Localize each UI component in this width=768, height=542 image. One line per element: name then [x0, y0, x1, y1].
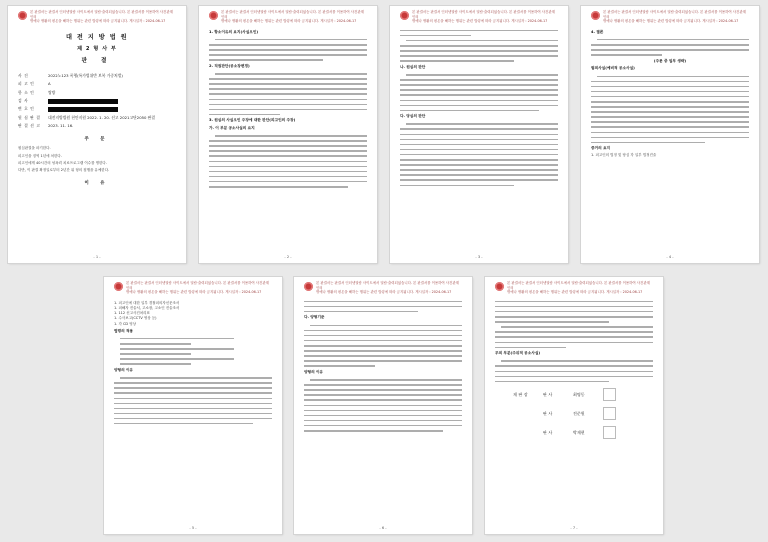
meta-key: 피 고 인 — [18, 81, 35, 87]
center-heading: (주문 중 일부 생략) — [653, 58, 687, 63]
page-header — [591, 10, 749, 24]
court-department: 제 2 형 사 부 — [77, 45, 117, 52]
document-page-3 — [390, 6, 568, 263]
page-header — [18, 10, 176, 24]
page-header — [304, 281, 462, 295]
text-block — [591, 76, 749, 144]
evidence-item: 1. 피고인에 대한 일부 경찰피의자신문조서 — [114, 300, 180, 305]
meta-key: 변 호 인 — [18, 106, 35, 112]
judge-role: 재판장 — [513, 391, 530, 397]
text-block — [304, 379, 462, 431]
header-line-2: 명예나 생활의 평온을 해하는 행위는 관련 법령에 따라 금지됩니다. 게시일자 : 2024-06-17 — [507, 290, 643, 295]
order-line: 피고인에게 40시간의 성폭력 치료프로그램 이수를 명한다. — [18, 161, 107, 165]
meta-value: A — [48, 81, 51, 87]
court-name: 대 전 지 방 법 원 — [65, 33, 129, 41]
evidence-item: 1. 각 CD 영상 — [114, 321, 136, 326]
meta-key: 판 결 선 고 — [18, 123, 41, 129]
page-header — [400, 10, 558, 24]
judge-name: 최명동 — [573, 391, 585, 397]
meta-row — [18, 114, 176, 122]
order-title: 주 문 — [84, 137, 110, 143]
header-line-1: 본 판결서는 판결서 인터넷열람 사이트에서 열람·출력되었습니다. 본 판결서를 이용하여 사건관계인의 — [603, 10, 746, 19]
judge-name: 박재현 — [573, 429, 585, 435]
judgment-title: 판 결 — [81, 57, 113, 64]
text-block — [304, 325, 462, 367]
signature-stamp-box — [603, 407, 616, 420]
text-block — [209, 135, 367, 187]
meta-key: 원 심 판 결 — [18, 114, 41, 120]
header-line-1: 본 판결서는 판결서 인터넷열람 사이트에서 열람·출력되었습니다. 본 판결서를 이용하여 사건관계인의 — [126, 281, 269, 290]
section-heading: 다. 당심의 판단 — [400, 114, 426, 119]
document-page-4 — [581, 6, 759, 263]
meta-row — [18, 97, 176, 105]
court-seal-icon — [18, 11, 27, 20]
header-line-1: 본 판결서는 판결서 인터넷열람 사이트에서 열람·출력되었습니다. 본 판결서를 이용하여 사건관계인의 — [316, 281, 459, 290]
text-block — [209, 39, 367, 61]
page-header — [209, 10, 367, 24]
subsection-heading: 가. 이 부분 공소사실의 요지 — [209, 125, 255, 130]
text-block — [114, 338, 272, 365]
text-block — [114, 377, 272, 424]
evidence-item: 1. 피해자 진술서, 고소장, 고소인 진술조서 — [114, 305, 180, 310]
meta-value: 대전지방법원 천안지원 2022. 1. 20. 선고 2021고단2050 판결 — [48, 114, 155, 120]
meta-key: 항 소 인 — [18, 89, 35, 95]
page-header — [495, 281, 653, 295]
page-header — [114, 281, 272, 295]
text-block — [304, 301, 462, 313]
section-heading: 1. 항소이유의 요지(사실오인) — [209, 29, 259, 34]
page-number: - 3 - — [475, 255, 483, 259]
section-heading: 법령의 적용 — [114, 328, 134, 333]
header-line-2: 명예나 생활의 평온을 해하는 행위는 관련 법령에 따라 금지됩니다. 게시일자 : 2024-06-17 — [603, 19, 739, 24]
redaction-bar — [48, 107, 118, 112]
document-page-1 — [8, 6, 186, 263]
meta-value: 2022노123 폭행(특가법위반 보복 가중처벌) — [48, 72, 123, 78]
meta-value: 2023. 11. 16. — [48, 123, 74, 129]
meta-row — [18, 105, 176, 113]
signature-stamp-box — [603, 426, 616, 439]
text-block — [400, 74, 558, 111]
meta-row — [18, 89, 176, 97]
page-number: - 6 - — [379, 526, 387, 530]
evidence-item: 1. 피고인의 법정 및 당심 각 일부 법정진술 — [591, 152, 657, 157]
order-line: 다만, 이 판결 확정일로부터 2년간 위 형의 집행을 유예한다. — [18, 168, 110, 173]
section-heading: 3. 원심의 사실오인 주장에 대한 판단(피고인의 주장) — [209, 118, 296, 123]
judge-title: 판사 — [543, 429, 554, 435]
text-block — [400, 123, 558, 186]
text-block — [495, 360, 653, 382]
header-line-1: 본 판결서는 판결서 인터넷열람 사이트에서 열람·출력되었습니다. 본 판결서를 이용하여 사건관계인의 — [221, 10, 364, 19]
section-heading: 무죄 부분(주위적 공소사실) — [495, 351, 541, 356]
section-heading: 범죄사실(예비적 공소사실) — [591, 66, 635, 71]
judge-signature — [513, 407, 653, 420]
page-number: - 4 - — [666, 255, 674, 259]
section-heading: 증거의 요지 — [591, 146, 611, 151]
page-number: - 7 - — [570, 526, 578, 530]
meta-row — [18, 80, 176, 88]
reason-title: 이 유 — [84, 180, 110, 186]
evidence-item: 1. 수사보고(CCTV 영상 등) — [114, 316, 157, 321]
header-line-2: 명예나 생활의 평온을 해하는 행위는 관련 법령에 따라 금지됩니다. 게시일자 : 2024-06-17 — [221, 19, 357, 24]
section-heading: 양형의 이유 — [304, 369, 324, 374]
header-line-2: 명예나 생활의 평온을 해하는 행위는 관련 법령에 따라 금지됩니다. 게시일자 : 2024-06-17 — [316, 290, 452, 295]
meta-value: 쌍방 — [48, 89, 56, 95]
header-line-2: 명예나 생활의 평온을 해하는 행위는 관련 법령에 따라 금지됩니다. 게시일자 : 2024-06-17 — [30, 19, 166, 24]
header-line-1: 본 판결서는 판결서 인터넷열람 사이트에서 열람·출력되었습니다. 본 판결서를 이용하여 사건관계인의 — [30, 10, 173, 19]
document-page-2 — [199, 6, 377, 263]
document-page-6 — [294, 277, 472, 534]
page-number: - 5 - — [189, 526, 197, 530]
judge-signature — [513, 426, 653, 439]
section-heading: 나. 원심의 판단 — [400, 64, 426, 69]
header-line-2: 명예나 생활의 평온을 해하는 행위는 관련 법령에 따라 금지됩니다. 게시일자 : 2024-06-17 — [126, 290, 262, 295]
section-heading: 4. 결론 — [591, 29, 604, 34]
text-block — [209, 73, 367, 115]
judge-signature — [513, 388, 653, 401]
text-block — [495, 301, 653, 348]
section-heading: 양형의 이유 — [114, 367, 134, 372]
judge-title: 판사 — [543, 391, 554, 397]
court-seal-icon — [304, 282, 313, 291]
meta-key: 사 건 — [18, 72, 29, 78]
case-meta-table — [18, 72, 176, 131]
page-number: - 1 - — [93, 255, 101, 259]
text-block — [400, 30, 558, 62]
meta-row — [18, 72, 176, 80]
section-heading: 다. 양형기준 — [304, 315, 325, 320]
header-line-1: 본 판결서는 판결서 인터넷열람 사이트에서 열람·출력되었습니다. 본 판결서를 이용하여 사건관계인의 — [507, 281, 650, 290]
court-seal-icon — [209, 11, 218, 20]
judge-name: 전준원 — [573, 410, 585, 416]
section-heading: 2. 직권판단(공소장변경) — [209, 63, 250, 68]
signature-stamp-box — [603, 388, 616, 401]
document-page-5 — [104, 277, 282, 534]
judge-title: 판사 — [543, 410, 554, 416]
evidence-item: 1. 112 신고사건처리표 — [114, 311, 150, 316]
page-number: - 2 - — [284, 255, 292, 259]
document-page-7 — [485, 277, 663, 534]
header-line-1: 본 판결서는 판결서 인터넷열람 사이트에서 열람·출력되었습니다. 본 판결서를 이용하여 사건관계인의 — [412, 10, 555, 19]
meta-key: 검 사 — [18, 98, 29, 104]
order-line: 피고인을 징역 1년에 처한다. — [18, 153, 62, 158]
court-seal-icon — [591, 11, 600, 20]
meta-row — [18, 122, 176, 130]
redaction-bar — [48, 99, 118, 104]
order-line: 원심판결을 파기한다. — [18, 146, 51, 151]
court-seal-icon — [114, 282, 123, 291]
text-block — [591, 39, 749, 56]
court-seal-icon — [495, 282, 504, 291]
header-line-2: 명예나 생활의 평온을 해하는 행위는 관련 법령에 따라 금지됩니다. 게시일자 : 2024-06-17 — [412, 19, 548, 24]
court-seal-icon — [400, 11, 409, 20]
